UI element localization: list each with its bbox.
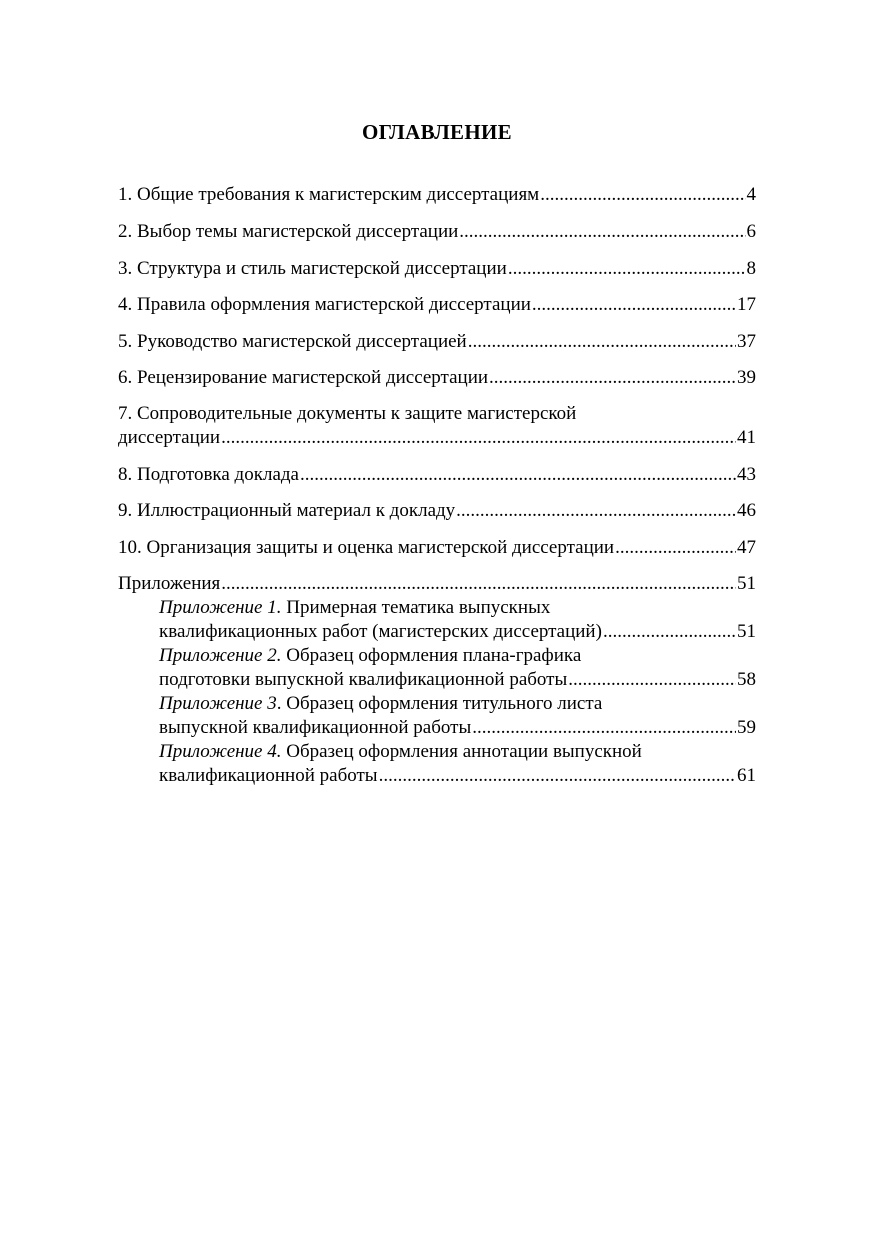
toc-entry	[118, 330, 756, 354]
dot-leader	[508, 257, 746, 281]
dot-leader	[615, 536, 736, 560]
appendix-entry	[159, 620, 756, 644]
toc-entry-title: 2. Выбор темы магистерской диссертации	[118, 221, 459, 242]
toc-entry	[118, 366, 756, 390]
toc-entry-title: 6. Рецензирование магистерской диссертации	[118, 367, 489, 388]
toc-entry-page: 37	[737, 331, 756, 352]
appendix-label: Приложение 3	[159, 693, 277, 714]
appendix-entry	[159, 668, 756, 692]
dot-leader	[472, 716, 736, 740]
appendix-title-text: . Образец оформления титульного листа	[276, 693, 603, 714]
dot-leader	[532, 293, 736, 317]
toc-entry-page: 17	[737, 294, 756, 315]
toc-entry	[118, 183, 756, 207]
toc-entry	[118, 220, 756, 244]
appendix-page: 58	[737, 669, 756, 690]
toc-entry-page: 47	[737, 537, 756, 558]
dot-leader	[459, 220, 745, 244]
toc-entry-title: 3. Структура и стиль магистерской диссертации	[118, 258, 507, 279]
toc-entry-page: 46	[737, 500, 756, 521]
toc-entry	[118, 426, 756, 450]
toc-entry-page: 41	[737, 427, 756, 448]
toc-entry-page: 43	[737, 464, 756, 485]
toc-entry	[118, 572, 756, 596]
appendix-label: Приложение 2.	[159, 645, 282, 666]
toc-entry-title-line1: 7. Сопроводительные документы к защите магистерской	[118, 403, 577, 424]
dot-leader	[489, 366, 736, 390]
toc-entry-page: 6	[746, 221, 756, 242]
toc-entry-title: Приложения	[118, 573, 221, 594]
toc-entry	[118, 293, 756, 317]
toc-entry-title: 8. Подготовка доклада	[118, 464, 299, 485]
dot-leader	[221, 572, 736, 596]
dot-leader	[568, 668, 736, 692]
appendix-title: выпускной квалификационной работы	[159, 717, 472, 738]
toc-entry-page: 51	[737, 573, 756, 594]
page-title: ОГЛАВЛЕНИЕ	[362, 120, 512, 144]
appendix-page: 51	[737, 621, 756, 642]
toc-entry-page: 39	[737, 367, 756, 388]
dot-leader	[456, 499, 736, 523]
toc-entry	[118, 463, 756, 487]
toc-entry-title: 5. Руководство магистерской диссертацией	[118, 331, 467, 352]
toc-entry-title: 10. Организация защиты и оценка магистерской диссертации	[118, 537, 615, 558]
appendix-title-text: Примерная тематика выпускных	[281, 597, 551, 618]
toc-entry-title: 9. Иллюстрационный материал к докладу	[118, 500, 456, 521]
appendix-page: 59	[737, 717, 756, 738]
appendix-title-text: Образец оформления аннотации выпускной	[281, 741, 642, 762]
dot-leader	[300, 463, 736, 487]
appendix-title: квалификационной работы	[159, 765, 378, 786]
toc-entry-page: 4	[746, 184, 756, 205]
toc-entry	[118, 499, 756, 523]
appendix-title-line1	[159, 692, 602, 716]
toc-entry	[118, 257, 756, 281]
appendix-title-line1	[159, 644, 581, 668]
appendix-title-text: Образец оформления плана-графика	[281, 645, 582, 666]
toc-entry-title: 1. Общие требования к магистерским диссертациям	[118, 184, 540, 205]
appendix-title-line1	[159, 740, 642, 764]
toc-entry-title: 4. Правила оформления магистерской диссертации	[118, 294, 531, 315]
toc-entry-title: диссертации	[118, 427, 221, 448]
toc-entry-page: 8	[746, 258, 756, 279]
appendix-label: Приложение 1.	[159, 597, 282, 618]
dot-leader	[603, 620, 736, 644]
appendix-title: квалификационных работ (магистерских диссертаций)	[159, 621, 602, 642]
toc-entry	[118, 536, 756, 560]
appendix-page: 61	[737, 765, 756, 786]
dot-leader	[221, 426, 736, 450]
appendix-entry	[159, 716, 756, 740]
appendix-title-line1	[159, 596, 550, 620]
dot-leader	[468, 330, 736, 354]
dot-leader	[379, 764, 736, 788]
appendix-label: Приложение 4.	[159, 741, 282, 762]
appendix-entry	[159, 764, 756, 788]
appendix-title: подготовки выпускной квалификационной работы	[159, 669, 568, 690]
dot-leader	[540, 183, 745, 207]
